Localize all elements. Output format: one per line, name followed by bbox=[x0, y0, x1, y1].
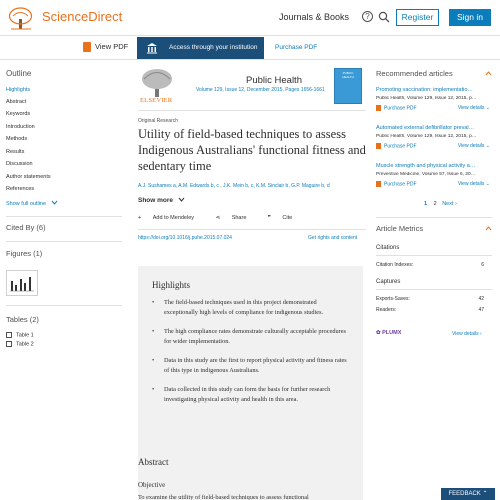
recommended-title-link[interactable]: Muscle strength and physical activity a… bbox=[376, 163, 476, 169]
recommended-journal: Public Health, Volume 129, Issue 12, 2015, p… bbox=[376, 134, 477, 139]
abstract-heading: Abstract bbox=[138, 457, 169, 467]
table-2-label: Table 2 bbox=[16, 341, 34, 348]
outline-item-methods[interactable]: Methods bbox=[6, 136, 28, 142]
figure-thumbnail[interactable] bbox=[6, 270, 38, 296]
page-1-button[interactable]: 1 bbox=[424, 201, 428, 207]
purchase-pdf-label: Purchase PDF bbox=[384, 181, 417, 188]
chevron-down-icon: ⌄ bbox=[485, 105, 490, 111]
outline-item-references[interactable]: References bbox=[6, 186, 35, 192]
feedback-button[interactable] bbox=[441, 488, 495, 500]
chevron-up-icon[interactable] bbox=[485, 226, 492, 231]
pdf-icon bbox=[376, 181, 381, 187]
tables-heading: Tables (2) bbox=[6, 315, 39, 324]
cite-button[interactable] bbox=[268, 215, 302, 221]
rights-link[interactable]: Get rights and content bbox=[308, 235, 358, 241]
next-page-button[interactable] bbox=[442, 201, 457, 207]
recommended-heading: Recommended articles bbox=[376, 69, 453, 78]
article-title: Utility of field-based techniques to assess Indigenous Australians' functional fitness and sedentary time bbox=[138, 127, 366, 173]
chevron-up-icon: ⌃ bbox=[482, 491, 488, 497]
elsevier-wordmark: ELSEVIER bbox=[140, 97, 173, 104]
plumx-label: PLUMX bbox=[382, 330, 402, 336]
article-toolbar bbox=[0, 36, 500, 60]
outline-divider bbox=[6, 216, 122, 217]
show-full-outline-button[interactable] bbox=[6, 200, 58, 207]
search-icon[interactable] bbox=[378, 11, 390, 23]
highlights-heading: Highlights bbox=[152, 280, 191, 290]
actions-divider bbox=[138, 229, 366, 230]
view-pdf-button[interactable] bbox=[83, 42, 128, 52]
table-icon bbox=[6, 341, 12, 347]
top-header bbox=[0, 0, 500, 36]
share-icon: ⋖ bbox=[215, 215, 222, 221]
readers-value: 47 bbox=[478, 307, 484, 313]
cite-label: Cite bbox=[282, 215, 293, 221]
recommended-journal: Preventive Medicine, Volume 57, Issue 6, 20… bbox=[376, 172, 476, 177]
elsevier-logo-icon[interactable] bbox=[7, 7, 35, 31]
exports-label: Exports-Saves: bbox=[376, 296, 410, 302]
metrics-view-details-label: View details bbox=[452, 331, 479, 337]
figure-preview-icon bbox=[7, 271, 37, 295]
captures-divider bbox=[376, 289, 492, 290]
recommended-article bbox=[376, 163, 492, 189]
highlight-item: • Data in this study are the first to report physical activity and fitness rates of this type in indigenous Australians. bbox=[152, 356, 349, 376]
access-institution-button[interactable] bbox=[137, 37, 264, 59]
outline-item-discussion[interactable]: Discussion bbox=[6, 161, 33, 167]
highlight-item: • The field-based techniques used in this project demonstrated exceptionally high levels of compliance for indigenous studies. bbox=[152, 298, 349, 318]
objective-text: To examine the utility of field-based techniques to assess functional bbox=[138, 494, 309, 500]
chevron-down-icon bbox=[51, 200, 58, 205]
recommended-actions bbox=[376, 143, 492, 151]
view-details-label: View details bbox=[457, 181, 485, 187]
recommended-title-link[interactable]: Automated external defibrillator preval… bbox=[376, 125, 475, 131]
citation-indexes-row bbox=[376, 262, 490, 268]
chevron-down-icon: ⌄ bbox=[485, 143, 490, 149]
article-type: Original Research bbox=[138, 118, 179, 124]
volume-info[interactable]: Volume 129, Issue 12, December 2015, Pages 1656-1661 bbox=[196, 87, 325, 93]
citations-divider bbox=[376, 255, 492, 256]
purchase-pdf-link[interactable]: Purchase PDF bbox=[275, 44, 318, 51]
plus-icon: + bbox=[138, 215, 143, 221]
recommended-journal: Public Health, Volume 129, Issue 12, 2015, p… bbox=[376, 96, 477, 101]
elsevier-tree-logo-icon[interactable] bbox=[140, 68, 174, 98]
journal-cover-text: PUBLIC HEALTH bbox=[342, 71, 354, 79]
journal-title[interactable]: Public Health bbox=[246, 75, 302, 86]
purchase-pdf-label: Purchase PDF bbox=[384, 143, 417, 150]
view-details-label: View details bbox=[457, 143, 485, 149]
recommended-article bbox=[376, 87, 492, 113]
outline-heading: Outline bbox=[6, 69, 32, 78]
add-mendeley-button[interactable] bbox=[138, 215, 204, 221]
outline-item-results[interactable]: Results bbox=[6, 149, 25, 155]
next-label: Next bbox=[442, 201, 454, 207]
table-link-1[interactable] bbox=[6, 332, 34, 338]
access-label: Access through your institution bbox=[169, 44, 258, 51]
outline-item-introduction[interactable]: Introduction bbox=[6, 124, 35, 130]
outline-item-highlights[interactable]: Highlights bbox=[6, 87, 31, 93]
outline-item-keywords[interactable]: Keywords bbox=[6, 111, 31, 117]
sign-in-button[interactable]: Sign in bbox=[449, 9, 491, 26]
article-actions bbox=[138, 215, 312, 221]
citation-indexes-value: 6 bbox=[481, 262, 484, 268]
table-link-2[interactable] bbox=[6, 341, 34, 347]
chevron-right-icon: › bbox=[455, 201, 457, 207]
chevron-down-icon: ⌄ bbox=[485, 181, 490, 187]
recommended-title-link[interactable]: Promoting vaccination: implementatio… bbox=[376, 87, 473, 93]
cited-by-heading[interactable]: Cited By (6) bbox=[6, 223, 46, 232]
brand-name[interactable]: ScienceDirect bbox=[42, 9, 123, 24]
table-1-label: Table 1 bbox=[16, 332, 34, 339]
metrics-view-details-link[interactable] bbox=[452, 331, 482, 337]
help-icon[interactable]: ? bbox=[362, 11, 373, 22]
highlights-section bbox=[138, 266, 363, 500]
highlight-item: • Data collected in this study can form the basis for further research investigating physical activity and health in this area. bbox=[152, 385, 349, 405]
exports-row bbox=[376, 296, 490, 302]
view-details-label: View details bbox=[457, 105, 485, 111]
purchase-pdf-link[interactable] bbox=[376, 181, 417, 187]
author-list[interactable]: A.J. Sushames a, A.M. Edwards b, c , J.K. Mein b, c, K.M. Sinclair b, G.P. Maguire b, d bbox=[138, 183, 330, 189]
outline-item-author-statements[interactable]: Author statements bbox=[6, 174, 51, 180]
show-more-button[interactable] bbox=[138, 197, 185, 204]
citation-indexes-label: Citation Indexes: bbox=[376, 262, 414, 268]
view-details-link[interactable] bbox=[458, 143, 490, 149]
pdf-icon bbox=[376, 143, 381, 149]
metrics-divider bbox=[376, 217, 492, 218]
recommended-actions bbox=[376, 181, 492, 189]
plumx-icon: ✿ bbox=[376, 330, 383, 336]
cited-divider bbox=[6, 241, 122, 242]
highlight-item: • The high compliance rates demonstrate culturally acceptable procedures for wider implementation. bbox=[152, 327, 349, 347]
plumx-logo[interactable] bbox=[376, 330, 401, 336]
share-button[interactable] bbox=[216, 215, 257, 221]
figures-heading: Figures (1) bbox=[6, 249, 43, 258]
chevron-up-icon[interactable] bbox=[485, 71, 492, 76]
recommended-pager bbox=[424, 201, 457, 207]
page-2-button[interactable]: 2 bbox=[433, 201, 437, 207]
outline-item-abstract[interactable]: Abstract bbox=[6, 99, 27, 105]
share-label: Share bbox=[231, 215, 247, 221]
exports-value: 42 bbox=[478, 296, 484, 302]
header-divider bbox=[138, 110, 366, 111]
recommended-article bbox=[376, 125, 492, 151]
readers-row bbox=[376, 307, 490, 313]
figures-divider bbox=[6, 305, 122, 306]
view-details-link[interactable] bbox=[458, 105, 490, 111]
institution-icon bbox=[146, 42, 158, 54]
journals-books-link[interactable]: Journals & Books bbox=[279, 12, 350, 22]
show-more-label: Show more bbox=[138, 197, 174, 204]
view-details-link[interactable] bbox=[458, 181, 490, 187]
pdf-icon bbox=[376, 105, 381, 111]
citations-heading: Citations bbox=[376, 245, 400, 251]
register-button[interactable]: Register bbox=[396, 9, 439, 26]
chevron-right-icon: › bbox=[479, 331, 482, 337]
pdf-icon bbox=[83, 42, 91, 52]
purchase-pdf-label: Purchase PDF bbox=[384, 105, 417, 112]
doi-link[interactable]: https://doi.org/10.1016/j.puhe.2015.07.024 bbox=[138, 235, 232, 241]
chevron-down-icon bbox=[178, 197, 185, 202]
add-mendeley-label: Add to Mendeley bbox=[152, 215, 195, 221]
objective-heading: Objective bbox=[138, 481, 166, 489]
recommended-actions bbox=[376, 105, 492, 113]
article-metrics-heading: Article Metrics bbox=[376, 224, 424, 233]
purchase-pdf-link[interactable] bbox=[376, 105, 417, 111]
readers-label: Readers: bbox=[376, 307, 397, 313]
show-full-outline-label: Show full outline bbox=[6, 201, 47, 207]
view-pdf-label: View PDF bbox=[95, 42, 129, 51]
captures-heading: Captures bbox=[376, 279, 401, 285]
quote-icon: ❞ bbox=[267, 215, 273, 221]
purchase-pdf-link[interactable] bbox=[376, 143, 417, 149]
feedback-label: FEEDBACK bbox=[448, 491, 481, 497]
table-icon bbox=[6, 332, 12, 338]
